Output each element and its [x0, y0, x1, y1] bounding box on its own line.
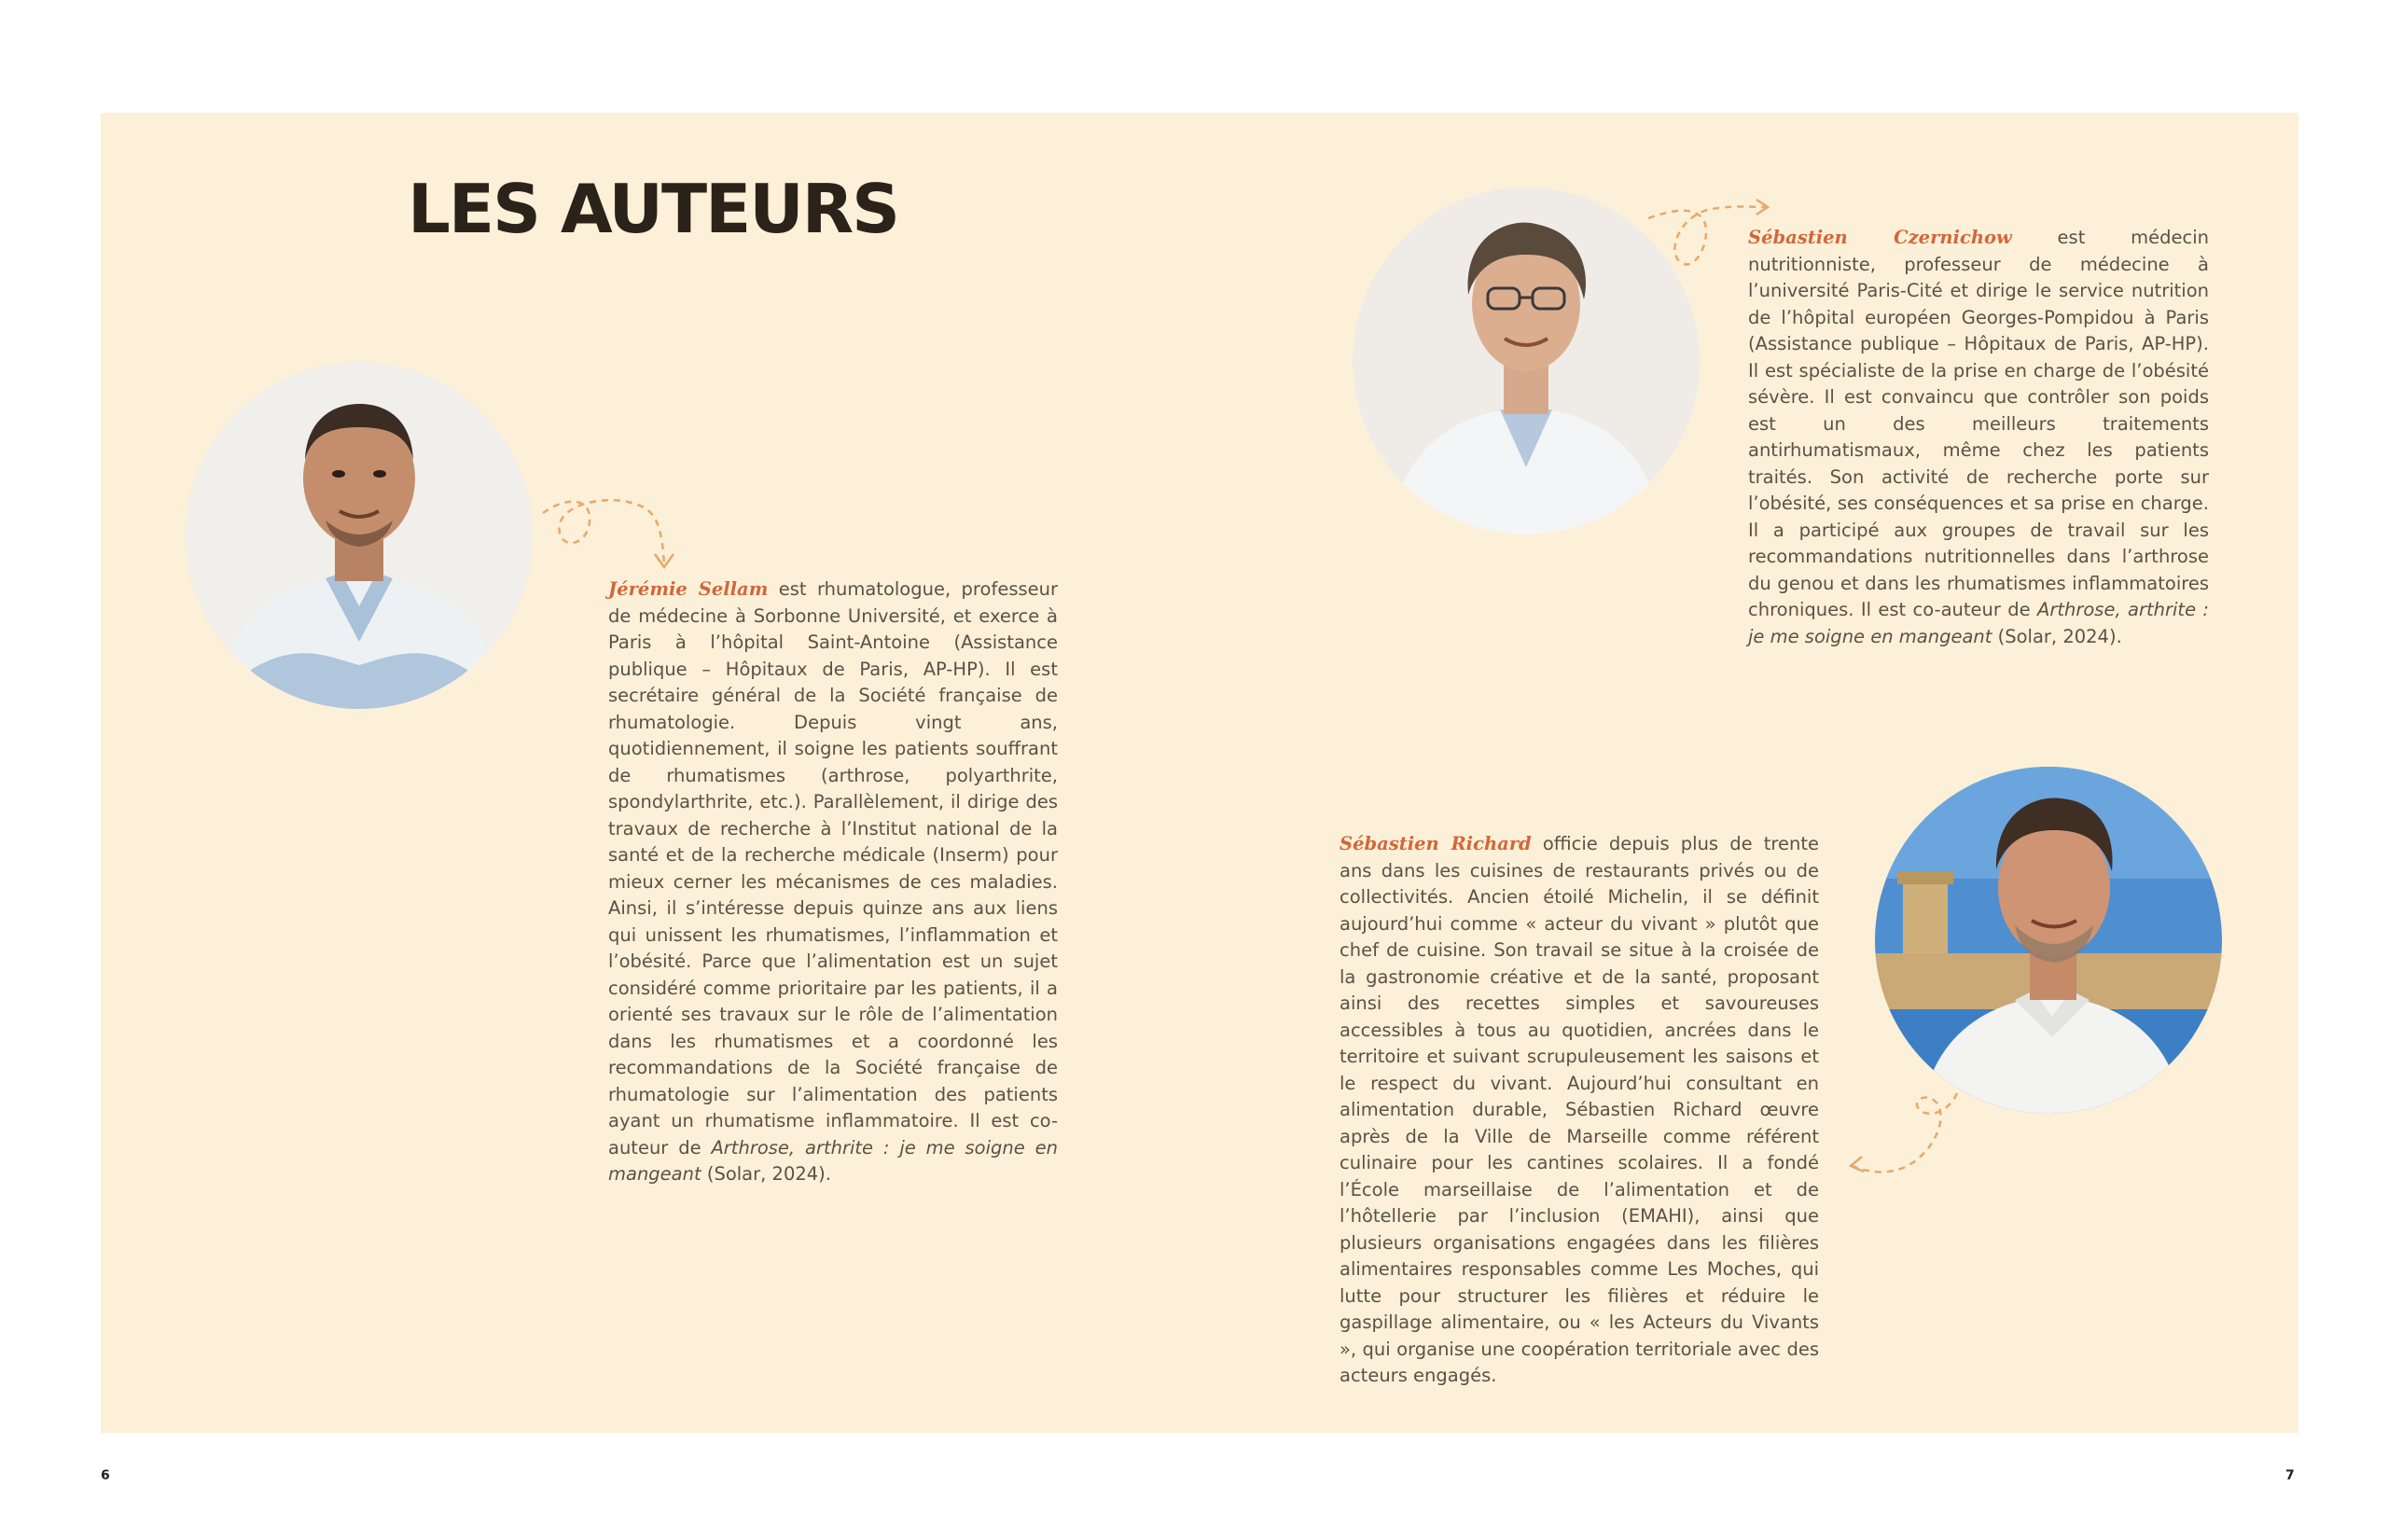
author-bio-jeremie-sellam [608, 576, 1058, 1188]
page-number-left: 6 [101, 1468, 110, 1483]
bio-text: est rhumatologue, professeur de médecine à Sorbonne Université, et exerce à Paris à l’hôpital Saint-Antoine (Assistance publique – Hôpitaux de Paris, AP-HP). Il est secrétaire général de la Société française de rhumatologie. Depuis vingt ans, quotidiennement, il soigne les patients souffrant de rhumatismes (arthrose, polyarthrite, spondylarthrite, etc.). Parallèlement, il dirige des travaux de recherche à l’Institut national de la santé et de la recherche médicale (Inserm) pour mieux cerner les mécanismes de ces maladies. Ainsi, il s’intéresse depuis quinze ans aux liens qui unissent les rhumatismes, l’inflammation et l’obésité. Parce que l’alimentation est un sujet considéré comme prioritaire par les patients, il a orienté ses travaux sur le rôle de l’alimentation dans les rhumatismes et a coordonné les recommandations de la Société française de rhumatologie sur l’alimentation des patients ayant un rhumatisme inflammatoire. Il est co-auteur de [608, 578, 1059, 1158]
page-number-right: 7 [2285, 1468, 2295, 1483]
bio-text: officie depuis plus de trente ans dans les cuisines de restaurants privés ou de collectivités. Ancien étoilé Michelin, il se définit aujourd’hui comme « acteur du vivant » plutôt que chef de cuisine. Son travail se situe à la croisée de la gastronomie créative et de la santé, proposant ainsi des recettes simples et savoureuses accessibles à tous au quotidien, ancrées dans le territoire et suivant scrupuleusement les saisons et le respect du vivant. Aujourd’hui consultant en alimentation durable, Sébastien Richard œuvre après de la Ville de Marseille comme référent culinaire pour les cantines scolaires. Il a fondé l’École marseillaise de l’alimentation et de l’hôtellerie par l’inclusion (EMAHI), ainsi que plusieurs organisations engagées dans les filières alimentaires responsables comme Les Moches, qui lutte pour structurer les filières et réduire le gaspillage alimentaire, ou « les Acteurs du Vivants », qui organise une coopération territoriale avec des acteurs engagés. [1340, 833, 1820, 1386]
author-photo-sebastien-richard [1875, 767, 2222, 1114]
author-name: Sébastien Richard [1340, 833, 1532, 854]
author-name: Jérémie Sellam [608, 578, 769, 600]
portrait-photo [186, 362, 533, 709]
bio-text: (Solar, 2024). [701, 1163, 831, 1185]
author-bio-sebastien-richard [1340, 831, 1819, 1390]
author-name: Sébastien Czernichow [1748, 227, 2012, 248]
book-title: Arthrose, arthrite : je me soigne en mangeant [608, 1136, 1058, 1185]
portrait-photo [1875, 767, 2222, 1114]
author-photo-jeremie-sellam [186, 362, 533, 709]
decorative-arrow-icon [1847, 1091, 1968, 1194]
book-title: Arthrose, arthrite : je me soigne en mangeant [1748, 599, 2210, 647]
page-title: LES AUTEURS [408, 170, 899, 248]
bio-text: est médecin nutritionniste, professeur de médecine à l’université Paris-Cité et dirige le service nutrition de l’hôpital européen Georges-Pompidou à Paris (Assistance publique – Hôpitaux de Paris, AP-HP). Il est spécialiste de la prise en charge de l’obésité sévère. Il est convaincu que contrôler son poids est un des meilleurs traitements antirhumatismaux, même chez les patients traités. Son activité de recherche porte sur l’obésité, ses conséquences et sa prise en charge. Il a participé aux groupes de travail sur les recommandations nutritionnelles dans l’arthrose du genou et dans les rhumatismes inflammatoires chroniques. Il est co-auteur de [1748, 227, 2209, 620]
decorative-arrow-icon [541, 494, 681, 578]
author-bio-sebastien-czernichow [1748, 225, 2209, 650]
bio-text: (Solar, 2024). [1992, 625, 2122, 647]
